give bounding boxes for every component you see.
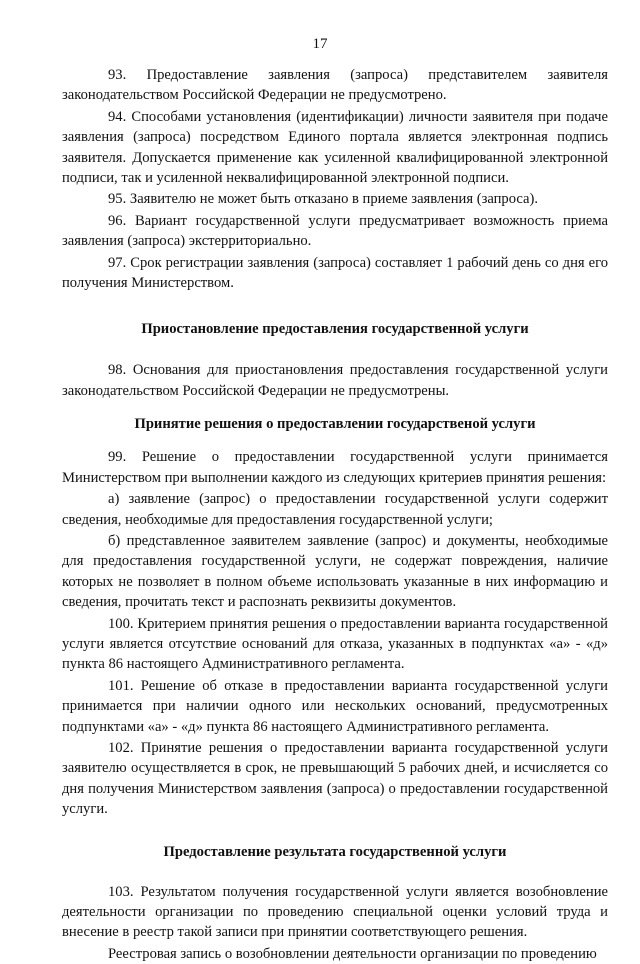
paragraph-95: 95. Заявителю не может быть отказано в приеме заявления (запроса).: [108, 191, 539, 208]
section-heading-result: Предоставление результата государственной услуги: [163, 843, 507, 860]
section-heading-decision: Принятие решения о предоставлении государственой услуги: [134, 416, 536, 433]
paragraph-99-b: б) представленное заявителем заявление (запрос) и документы, необходимые для предоставления государственной услуги, не содержат повреждения, наличие которых не позволяет в полном объеме использовать указанные в них информацию и сведения, прочитать текст и распознать реквизиты документов.: [62, 532, 608, 611]
section-heading-suspension: Приостановление предоставления государственной услуги: [141, 321, 529, 338]
paragraph-100: 100. Критерием принятия решения о предоставлении варианта государственной услуги является отсутствие оснований для отказа, указанных в подпунктах «а» - «д» пункта 86 настоящего Административного регламента.: [62, 615, 608, 673]
document-body: [62, 65, 608, 964]
paragraph-99-a: а) заявление (запрос) о предоставлении государственной услуги содержит сведения, необходимые для предоставления государственной услуги;: [62, 491, 608, 528]
paragraph-103: 103. Результатом получения государственной услуги является возобновление деятельности организации по проведению специальной оценки условий труда и внесение в реестр такой записи при принятии соответствующего решения.: [62, 883, 608, 941]
paragraph-96: 96. Вариант государственной услуги предусматривает возможность приема заявления (запроса) экстерриториально.: [62, 212, 608, 250]
paragraph-94: 94. Способами установления (идентификации) личности заявителя при подаче заявления (запроса) посредством Единого портала является электронная подпись заявителя. Допускается применение как усиленной квалифицированной электронной подписи, так и усиленной неквалифицированной электронной подписи.: [62, 108, 608, 187]
paragraph-101: 101. Решение об отказе в предоставлении варианта государственной услуги принимается при наличии одного или нескольких оснований, предусмотренных подпунктами «а» - «д» пункта 86 настоящего Административного регламента.: [62, 677, 608, 735]
paragraph-98: 98. Основания для приостановления предоставления государственной услуги законодательством Российской Федерации не предусмотрены.: [62, 362, 608, 399]
page-number: 17: [312, 36, 328, 52]
paragraph-102: 102. Принятие решения о предоставлении варианта государственной услуги заявителю осуществляется в срок, не превышающий 5 рабочих дней, и исчисляется со дня получения Министерством заявления (запроса) о предоставлении государственной услуги.: [62, 739, 608, 818]
paragraph-97: 97. Срок регистрации заявления (запроса) составляет 1 рабочий день со дня его получения Министерством.: [62, 254, 608, 292]
paragraph-99: 99. Решение о предоставлении государственной услуги принимается Министерством при выполнении каждого из следующих критериев принятия решения:: [62, 449, 608, 486]
paragraph-registry-record: Реестровая запись о возобновлении деятельности организации по проведению: [108, 945, 597, 962]
paragraph-93: 93. Предоставление заявления (запроса) представителем заявителя законодательством Российской Федерации не предусмотрено.: [62, 67, 608, 104]
